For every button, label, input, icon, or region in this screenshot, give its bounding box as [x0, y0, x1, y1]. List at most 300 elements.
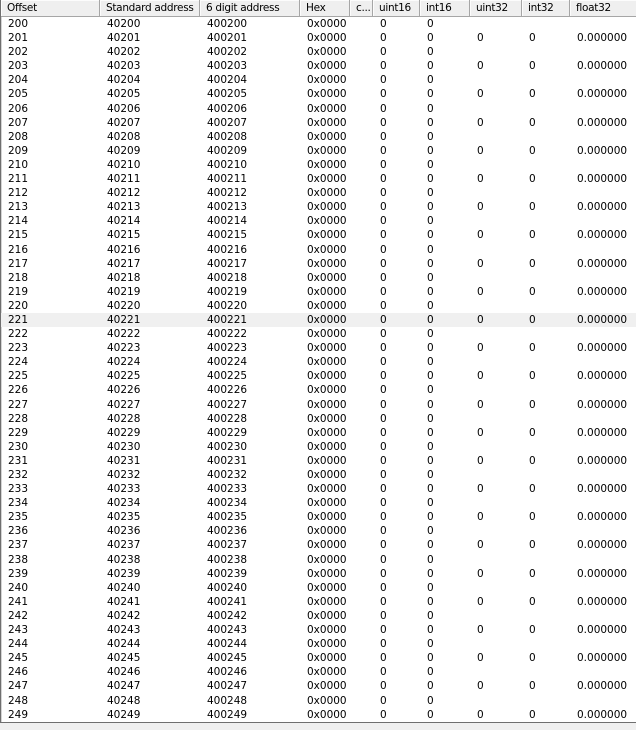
cell-standard-address: 40242	[107, 609, 141, 622]
table-row[interactable]	[1, 595, 636, 609]
cell-c	[350, 496, 373, 510]
cell-standard-address: 40202	[107, 46, 141, 59]
cell-int16: 0	[427, 525, 434, 538]
cell-6-digit-address: 400215	[207, 229, 248, 242]
cell-uint16: 0	[380, 708, 387, 721]
cell-float32	[570, 186, 636, 200]
cell-6-digit-address: 400219	[207, 285, 248, 298]
cell-standard-address: 40210	[107, 158, 141, 171]
cell-c	[350, 398, 373, 412]
table-row[interactable]	[1, 341, 636, 355]
table-row-selected[interactable]	[1, 313, 636, 327]
cell-c	[350, 454, 373, 468]
table-row[interactable]	[1, 581, 636, 595]
column-header-float32[interactable]: float32	[570, 0, 636, 17]
cell-standard-address: 40220	[107, 299, 141, 312]
table-row[interactable]	[1, 524, 636, 538]
cell-int32: 0	[529, 60, 536, 73]
cell-uint16: 0	[380, 652, 387, 665]
cell-int16: 0	[427, 440, 434, 453]
cell-c	[350, 383, 373, 397]
cell-c	[350, 102, 373, 116]
cell-float32	[570, 355, 636, 369]
table-row[interactable]	[1, 327, 636, 341]
table-row[interactable]	[1, 214, 636, 228]
cell-float32	[570, 299, 636, 313]
cell-float32: 0.000000	[577, 313, 628, 326]
cell-6-digit-address: 400205	[207, 88, 248, 101]
cell-standard-address: 40240	[107, 581, 141, 594]
cell-offset: 229	[8, 426, 29, 439]
table-row[interactable]	[1, 412, 636, 426]
cell-uint32: 0	[477, 567, 484, 580]
cell-int16: 0	[427, 229, 434, 242]
cell-int32	[522, 17, 570, 31]
cell-float32	[570, 468, 636, 482]
cell-uint16: 0	[380, 116, 387, 129]
cell-float32: 0.000000	[577, 680, 628, 693]
cell-6-digit-address: 400224	[207, 356, 248, 369]
cell-uint32	[470, 17, 522, 31]
cell-uint32: 0	[477, 229, 484, 242]
cell-standard-address: 40233	[107, 483, 141, 496]
cell-uint16: 0	[380, 229, 387, 242]
column-header-standard-address[interactable]: Standard address	[100, 0, 200, 17]
cell-c	[350, 581, 373, 595]
cell-int16: 0	[427, 187, 434, 200]
table-body	[1, 17, 636, 722]
table-row[interactable]	[1, 426, 636, 440]
cell-uint16: 0	[380, 158, 387, 171]
cell-int16: 0	[427, 539, 434, 552]
table-row[interactable]	[1, 369, 636, 383]
cell-uint16: 0	[380, 384, 387, 397]
cell-c	[350, 369, 373, 383]
cell-float32	[570, 102, 636, 116]
cell-uint16: 0	[380, 469, 387, 481]
table-row[interactable]	[1, 496, 636, 510]
cell-c	[350, 708, 373, 722]
cell-int16: 0	[427, 680, 434, 693]
cell-standard-address: 40212	[107, 187, 141, 200]
cell-standard-address: 40248	[107, 694, 141, 707]
cell-6-digit-address: 400209	[207, 144, 248, 157]
cell-c	[350, 17, 373, 31]
cell-float32	[570, 694, 636, 708]
cell-c	[350, 214, 373, 228]
cell-int32: 0	[529, 313, 536, 326]
cell-offset: 222	[8, 328, 29, 341]
cell-float32: 0.000000	[577, 173, 628, 186]
column-header-offset[interactable]: Offset	[1, 0, 100, 17]
cell-hex: 0x0000	[307, 102, 347, 115]
cell-uint32: 0	[477, 511, 484, 524]
cell-6-digit-address: 400201	[207, 32, 248, 45]
cell-int32	[522, 694, 570, 708]
cell-c	[350, 200, 373, 214]
cell-hex: 0x0000	[307, 384, 347, 397]
table-row[interactable]	[1, 454, 636, 468]
table-row[interactable]	[1, 31, 636, 45]
cell-float32	[570, 73, 636, 87]
cell-uint16: 0	[380, 243, 387, 256]
cell-offset: 205	[8, 88, 29, 101]
cell-c	[350, 524, 373, 538]
cell-standard-address: 40223	[107, 342, 141, 355]
cell-hex: 0x0000	[307, 708, 347, 721]
table-row[interactable]	[1, 200, 636, 214]
cell-standard-address: 40209	[107, 144, 141, 157]
cell-uint32: 0	[477, 342, 484, 355]
table-row[interactable]	[1, 383, 636, 397]
table-row[interactable]	[1, 694, 636, 708]
cell-uint16: 0	[380, 173, 387, 186]
cell-int32	[522, 102, 570, 116]
cell-offset: 247	[8, 680, 29, 693]
cell-c	[350, 257, 373, 271]
cell-uint32: 0	[477, 285, 484, 298]
column-header-int16[interactable]: int16	[420, 0, 470, 17]
cell-int32	[522, 130, 570, 144]
cell-standard-address: 40231	[107, 454, 141, 467]
cell-c	[350, 31, 373, 45]
table-row[interactable]	[1, 73, 636, 87]
cell-standard-address: 40211	[107, 173, 141, 186]
cell-offset: 232	[8, 469, 29, 481]
cell-int16: 0	[427, 201, 434, 214]
cell-uint32: 0	[477, 680, 484, 693]
cell-uint32: 0	[477, 88, 484, 101]
cell-uint16: 0	[380, 187, 387, 200]
cell-6-digit-address: 400208	[207, 130, 248, 143]
cell-int32	[522, 158, 570, 172]
column-header-uint16[interactable]: uint16	[373, 0, 420, 17]
cell-offset: 200	[8, 18, 29, 30]
table-row[interactable]	[1, 257, 636, 271]
table-row[interactable]	[1, 271, 636, 285]
cell-uint16: 0	[380, 257, 387, 270]
cell-float32	[570, 440, 636, 454]
cell-offset: 225	[8, 370, 29, 383]
cell-offset: 220	[8, 299, 29, 312]
table-row[interactable]	[1, 87, 636, 101]
cell-float32	[570, 214, 636, 228]
table-row[interactable]	[1, 299, 636, 313]
cell-int32	[522, 73, 570, 87]
table-row[interactable]	[1, 482, 636, 496]
cell-c	[350, 510, 373, 524]
cell-hex: 0x0000	[307, 511, 347, 524]
cell-int16: 0	[427, 116, 434, 129]
window-background	[0, 723, 636, 730]
cell-standard-address: 40201	[107, 32, 141, 45]
cell-c	[350, 665, 373, 679]
cell-c	[350, 694, 373, 708]
cell-int16: 0	[427, 342, 434, 355]
cell-6-digit-address: 400240	[207, 581, 248, 594]
table-row[interactable]	[1, 637, 636, 651]
table-row[interactable]	[1, 355, 636, 369]
cell-standard-address: 40237	[107, 539, 141, 552]
cell-offset: 210	[8, 158, 29, 171]
cell-6-digit-address: 400233	[207, 483, 248, 496]
cell-float32: 0.000000	[577, 652, 628, 665]
cell-float32: 0.000000	[577, 257, 628, 270]
cell-uint32: 0	[477, 144, 484, 157]
cell-hex: 0x0000	[307, 116, 347, 129]
cell-6-digit-address: 400247	[207, 680, 248, 693]
cell-int32: 0	[529, 652, 536, 665]
cell-6-digit-address: 400222	[207, 328, 248, 341]
cell-offset: 236	[8, 525, 29, 538]
table-row[interactable]	[1, 59, 636, 73]
table-row[interactable]	[1, 623, 636, 637]
column-header-c[interactable]: c...	[350, 0, 373, 17]
cell-float32	[570, 17, 636, 31]
cell-int32: 0	[529, 370, 536, 383]
cell-int32: 0	[529, 624, 536, 637]
cell-uint32	[470, 271, 522, 285]
cell-c	[350, 468, 373, 482]
cell-float32: 0.000000	[577, 595, 628, 608]
cell-int16: 0	[427, 158, 434, 171]
cell-6-digit-address: 400216	[207, 243, 248, 256]
cell-offset: 230	[8, 440, 29, 453]
cell-uint16: 0	[380, 215, 387, 228]
cell-uint16: 0	[380, 60, 387, 73]
column-header-hex[interactable]: Hex	[300, 0, 350, 17]
cell-uint16: 0	[380, 426, 387, 439]
cell-hex: 0x0000	[307, 680, 347, 693]
cell-hex: 0x0000	[307, 666, 347, 679]
cell-float32: 0.000000	[577, 60, 628, 73]
table-row[interactable]	[1, 130, 636, 144]
cell-c	[350, 130, 373, 144]
cell-hex: 0x0000	[307, 412, 347, 425]
cell-offset: 242	[8, 609, 29, 622]
cell-c	[350, 412, 373, 426]
cell-float32	[570, 553, 636, 567]
cell-6-digit-address: 400220	[207, 299, 248, 312]
column-header-6-digit-address[interactable]: 6 digit address	[200, 0, 300, 17]
cell-int32: 0	[529, 32, 536, 45]
cell-hex: 0x0000	[307, 525, 347, 538]
cell-uint32	[470, 496, 522, 510]
cell-hex: 0x0000	[307, 18, 347, 30]
cell-standard-address: 40234	[107, 497, 141, 510]
cell-offset: 201	[8, 32, 29, 45]
cell-int16: 0	[427, 581, 434, 594]
cell-hex: 0x0000	[307, 215, 347, 228]
cell-uint32	[470, 553, 522, 567]
cell-uint32: 0	[477, 201, 484, 214]
cell-int32	[522, 468, 570, 482]
cell-uint32	[470, 186, 522, 200]
table-row[interactable]	[1, 510, 636, 524]
table-row[interactable]	[1, 144, 636, 158]
cell-uint32	[470, 327, 522, 341]
cell-offset: 238	[8, 553, 29, 566]
cell-uint32: 0	[477, 483, 484, 496]
column-header-int32[interactable]: int32	[522, 0, 570, 17]
cell-int16: 0	[427, 567, 434, 580]
cell-offset: 245	[8, 652, 29, 665]
cell-uint16: 0	[380, 299, 387, 312]
cell-int16: 0	[427, 384, 434, 397]
cell-c	[350, 186, 373, 200]
column-header-uint32[interactable]: uint32	[470, 0, 522, 17]
cell-int32: 0	[529, 483, 536, 496]
cell-int16: 0	[427, 243, 434, 256]
cell-6-digit-address: 400211	[207, 173, 248, 186]
cell-offset: 243	[8, 624, 29, 637]
table-row[interactable]	[1, 243, 636, 257]
cell-uint16: 0	[380, 201, 387, 214]
cell-c	[350, 285, 373, 299]
cell-uint16: 0	[380, 497, 387, 510]
cell-hex: 0x0000	[307, 469, 347, 481]
cell-hex: 0x0000	[307, 553, 347, 566]
cell-hex: 0x0000	[307, 271, 347, 284]
cell-float32	[570, 158, 636, 172]
cell-float32	[570, 327, 636, 341]
cell-hex: 0x0000	[307, 299, 347, 312]
cell-int32	[522, 412, 570, 426]
cell-uint32: 0	[477, 313, 484, 326]
cell-6-digit-address: 400236	[207, 525, 248, 538]
cell-uint16: 0	[380, 144, 387, 157]
cell-uint32	[470, 73, 522, 87]
cell-c	[350, 651, 373, 665]
cell-c	[350, 538, 373, 552]
cell-c	[350, 327, 373, 341]
cell-uint32: 0	[477, 454, 484, 467]
cell-float32: 0.000000	[577, 483, 628, 496]
cell-uint32	[470, 158, 522, 172]
cell-float32	[570, 609, 636, 623]
cell-int16: 0	[427, 130, 434, 143]
cell-hex: 0x0000	[307, 158, 347, 171]
table-row[interactable]	[1, 45, 636, 59]
cell-6-digit-address: 400214	[207, 215, 248, 228]
table-row[interactable]	[1, 679, 636, 693]
cell-hex: 0x0000	[307, 595, 347, 608]
table-row[interactable]	[1, 553, 636, 567]
cell-int16: 0	[427, 299, 434, 312]
cell-standard-address: 40230	[107, 440, 141, 453]
cell-hex: 0x0000	[307, 398, 347, 411]
table-row[interactable]	[1, 468, 636, 482]
cell-hex: 0x0000	[307, 46, 347, 59]
cell-uint16: 0	[380, 638, 387, 651]
cell-offset: 212	[8, 187, 29, 200]
cell-int16: 0	[427, 412, 434, 425]
cell-uint16: 0	[380, 313, 387, 326]
cell-standard-address: 40238	[107, 553, 141, 566]
cell-offset: 206	[8, 102, 29, 115]
cell-c	[350, 116, 373, 130]
cell-hex: 0x0000	[307, 454, 347, 467]
cell-hex: 0x0000	[307, 201, 347, 214]
cell-c	[350, 623, 373, 637]
cell-int16: 0	[427, 285, 434, 298]
cell-6-digit-address: 400221	[207, 313, 248, 326]
table-row[interactable]	[1, 665, 636, 679]
cell-float32	[570, 496, 636, 510]
cell-int16: 0	[427, 553, 434, 566]
cell-int32	[522, 327, 570, 341]
cell-int32: 0	[529, 285, 536, 298]
cell-uint32	[470, 130, 522, 144]
cell-6-digit-address: 400203	[207, 60, 248, 73]
cell-offset: 211	[8, 173, 29, 186]
cell-int32	[522, 299, 570, 313]
table-row[interactable]	[1, 228, 636, 242]
cell-uint32	[470, 694, 522, 708]
table-row[interactable]	[1, 440, 636, 454]
table-row[interactable]	[1, 285, 636, 299]
table-row[interactable]	[1, 398, 636, 412]
cell-hex: 0x0000	[307, 285, 347, 298]
table-row[interactable]	[1, 651, 636, 665]
cell-int16: 0	[427, 18, 434, 30]
cell-int32	[522, 214, 570, 228]
cell-int16: 0	[427, 652, 434, 665]
cell-c	[350, 567, 373, 581]
cell-offset: 209	[8, 144, 29, 157]
table-row[interactable]	[1, 186, 636, 200]
table-row[interactable]	[1, 17, 636, 31]
cell-c	[350, 609, 373, 623]
cell-standard-address: 40229	[107, 426, 141, 439]
table-row[interactable]	[1, 609, 636, 623]
cell-int32	[522, 45, 570, 59]
cell-uint32	[470, 214, 522, 228]
cell-int16: 0	[427, 102, 434, 115]
cell-offset: 239	[8, 567, 29, 580]
cell-int16: 0	[427, 74, 434, 87]
cell-hex: 0x0000	[307, 342, 347, 355]
cell-float32: 0.000000	[577, 398, 628, 411]
table-row[interactable]	[1, 116, 636, 130]
cell-int16: 0	[427, 60, 434, 73]
cell-6-digit-address: 400249	[207, 708, 248, 721]
cell-int16: 0	[427, 32, 434, 45]
table-row[interactable]	[1, 567, 636, 581]
cell-uint32: 0	[477, 539, 484, 552]
cell-uint32: 0	[477, 60, 484, 73]
table-row[interactable]	[1, 538, 636, 552]
cell-int32: 0	[529, 708, 536, 721]
cell-int32: 0	[529, 680, 536, 693]
cell-standard-address: 40225	[107, 370, 141, 383]
cell-6-digit-address: 400241	[207, 595, 248, 608]
cell-standard-address: 40244	[107, 638, 141, 651]
cell-uint16: 0	[380, 666, 387, 679]
cell-standard-address: 40247	[107, 680, 141, 693]
cell-float32: 0.000000	[577, 88, 628, 101]
table-row[interactable]	[1, 158, 636, 172]
cell-offset: 213	[8, 201, 29, 214]
cell-uint32: 0	[477, 708, 484, 721]
table-row[interactable]	[1, 102, 636, 116]
cell-uint32	[470, 665, 522, 679]
table-row[interactable]	[1, 708, 636, 722]
cell-int16: 0	[427, 257, 434, 270]
cell-standard-address: 40214	[107, 215, 141, 228]
cell-offset: 224	[8, 356, 29, 369]
table-row[interactable]	[1, 172, 636, 186]
